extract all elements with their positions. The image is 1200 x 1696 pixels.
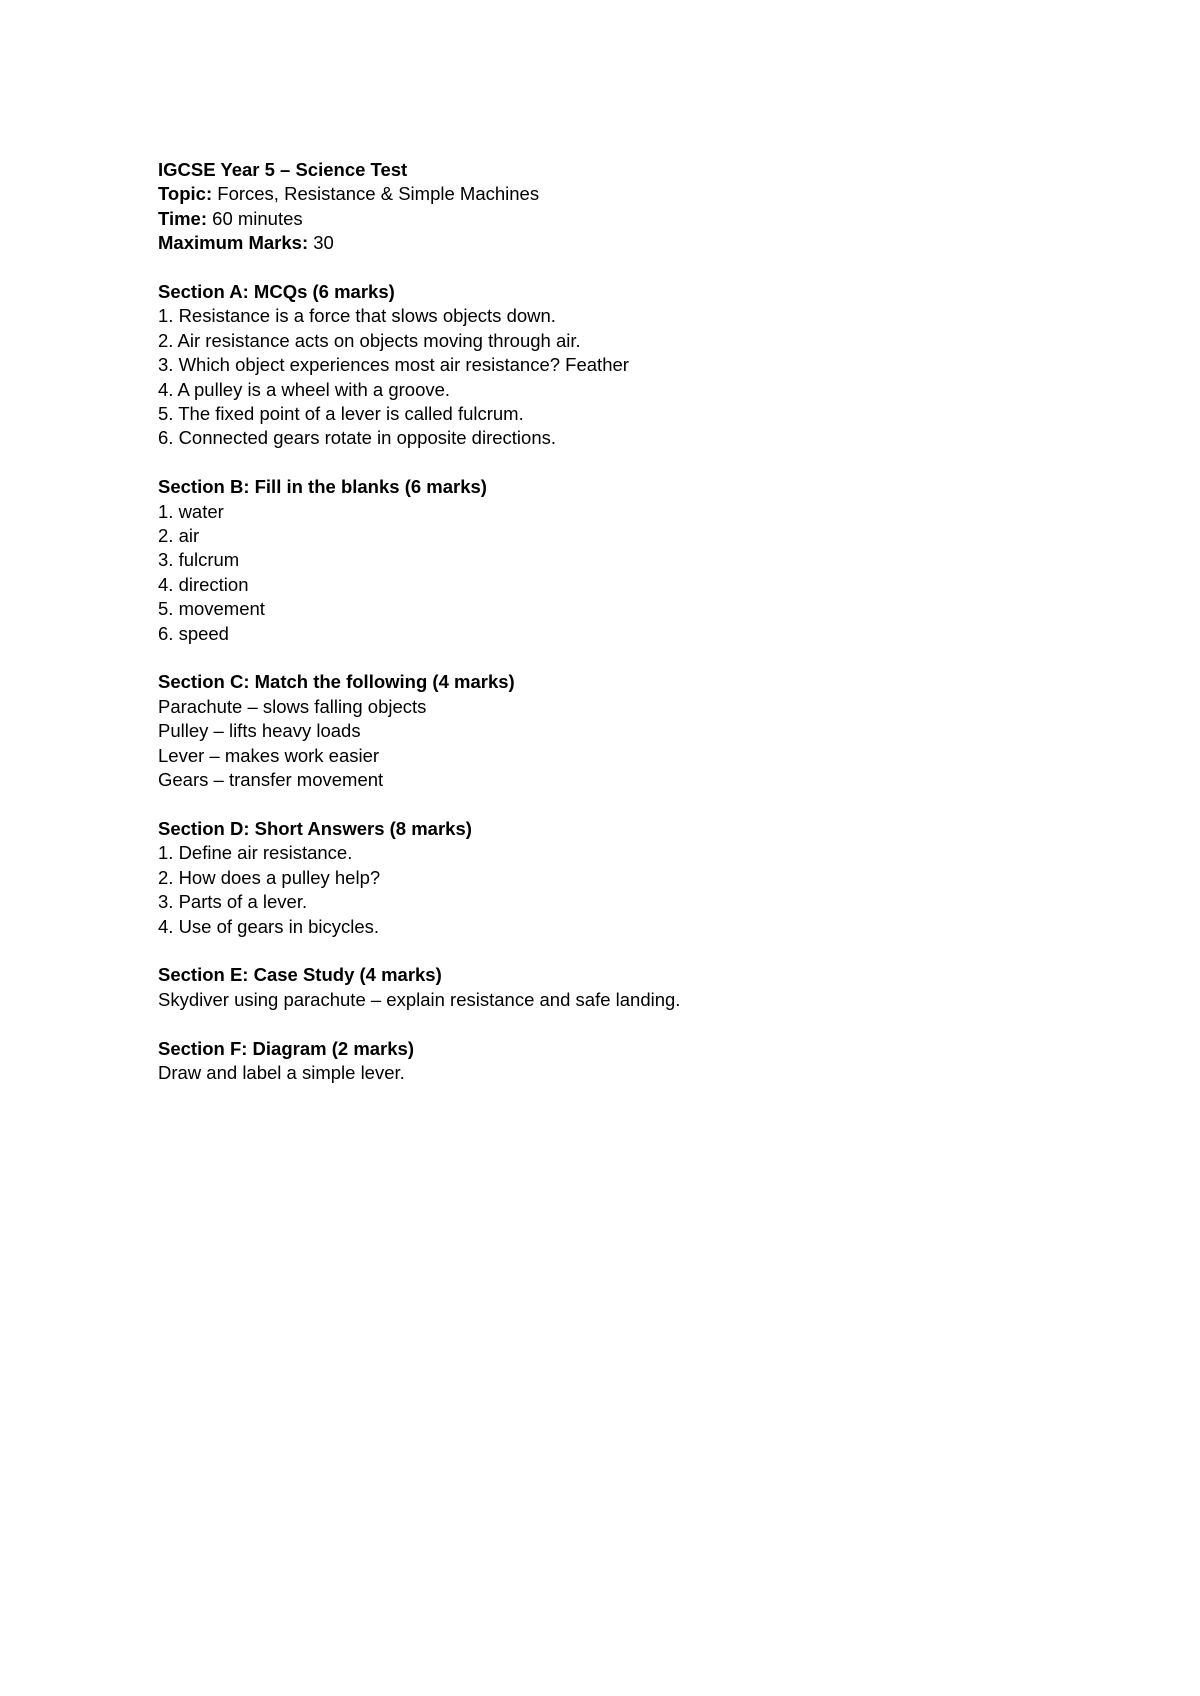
section-heading: Section A: MCQs (6 marks) bbox=[158, 281, 395, 303]
case-study-text: Skydiver using parachute – explain resistance and safe landing. bbox=[158, 988, 681, 1010]
spacer bbox=[158, 939, 1058, 963]
blank-item: 6. speed bbox=[158, 622, 229, 644]
match-item: Pulley – lifts heavy loads bbox=[158, 720, 361, 742]
section-heading: Section C: Match the following (4 marks) bbox=[158, 671, 515, 693]
match-item: Gears – transfer movement bbox=[158, 769, 384, 791]
mcq-item: 2. Air resistance acts on objects moving through air. bbox=[158, 329, 581, 351]
blank-item: 1. water bbox=[158, 500, 224, 522]
match-item: Parachute – slows falling objects bbox=[158, 695, 427, 717]
max-marks-line bbox=[158, 231, 1058, 255]
match-item: Lever – makes work easier bbox=[158, 744, 380, 766]
document-title: IGCSE Year 5 – Science Test bbox=[158, 159, 408, 180]
max-marks-value: 30 bbox=[313, 232, 334, 254]
short-answer-item: 1. Define air resistance. bbox=[158, 842, 353, 864]
mcq-item: 3. Which object experiences most air resistance? Feather bbox=[158, 354, 629, 376]
max-marks-label: Maximum Marks: bbox=[158, 232, 309, 254]
blank-item: 3. fulcrum bbox=[158, 549, 240, 571]
blank-item: 5. movement bbox=[158, 598, 265, 620]
mcq-item: 1. Resistance is a force that slows objects down. bbox=[158, 305, 556, 327]
time-value: 60 minutes bbox=[212, 207, 303, 229]
blank-item: 4. direction bbox=[158, 573, 249, 595]
section-heading: Section E: Case Study (4 marks) bbox=[158, 964, 442, 986]
section-b bbox=[158, 475, 1058, 646]
section-f bbox=[158, 1037, 1058, 1086]
blank-item: 2. air bbox=[158, 525, 200, 547]
spacer bbox=[158, 256, 1058, 280]
time-line bbox=[158, 207, 1058, 231]
topic-line bbox=[158, 182, 1058, 206]
diagram-task-text: Draw and label a simple lever. bbox=[158, 1061, 405, 1083]
short-answer-item: 3. Parts of a lever. bbox=[158, 891, 308, 913]
document-page bbox=[158, 158, 1058, 1085]
section-c bbox=[158, 670, 1058, 792]
topic-value: Forces, Resistance & Simple Machines bbox=[217, 183, 540, 205]
mcq-item: 6. Connected gears rotate in opposite directions. bbox=[158, 427, 556, 449]
spacer bbox=[158, 793, 1058, 817]
section-e bbox=[158, 963, 1058, 1012]
section-heading: Section B: Fill in the blanks (6 marks) bbox=[158, 476, 487, 498]
section-d bbox=[158, 817, 1058, 939]
mcq-item: 5. The fixed point of a lever is called fulcrum. bbox=[158, 403, 524, 425]
section-heading: Section D: Short Answers (8 marks) bbox=[158, 817, 472, 839]
spacer bbox=[158, 1012, 1058, 1036]
time-label: Time: bbox=[158, 207, 208, 229]
topic-label: Topic: bbox=[158, 183, 213, 205]
mcq-item: 4. A pulley is a wheel with a groove. bbox=[158, 378, 451, 400]
spacer bbox=[158, 451, 1058, 475]
section-heading: Section F: Diagram (2 marks) bbox=[158, 1037, 414, 1059]
spacer bbox=[158, 646, 1058, 670]
short-answer-item: 4. Use of gears in bicycles. bbox=[158, 915, 380, 937]
section-a bbox=[158, 280, 1058, 451]
short-answer-item: 2. How does a pulley help? bbox=[158, 866, 381, 888]
